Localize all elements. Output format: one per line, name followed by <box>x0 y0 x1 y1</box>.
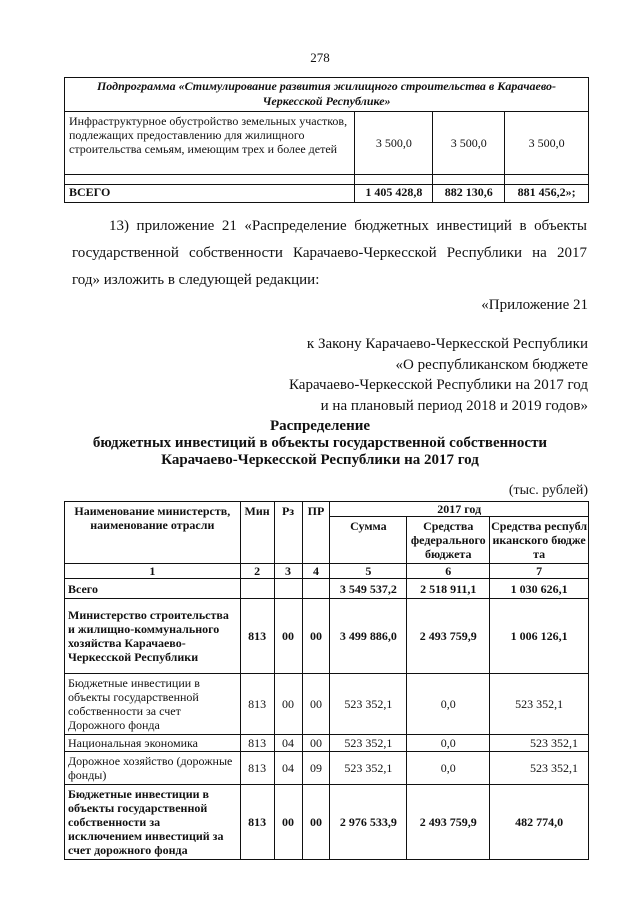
table-row <box>65 579 589 599</box>
row-pr <box>302 579 330 599</box>
investment-table <box>64 501 589 860</box>
row-rz: 04 <box>274 735 302 752</box>
paragraph-line: год» изложить в следующей редакции: <box>72 272 320 288</box>
page-number: 278 <box>310 50 330 65</box>
law-reference <box>289 334 588 416</box>
row-name: Бюджетные инвестиции в объекты государственной собственности за исключением инвестиций за счет дорожного фонда <box>65 785 241 860</box>
row-value-2: 3 500,0 <box>433 112 505 175</box>
table-row <box>65 674 589 735</box>
total-value-3: 881 456,2»; <box>505 185 589 203</box>
row-sum: 3 549 537,2 <box>330 579 407 599</box>
header-pr: ПР <box>302 502 330 564</box>
col-number: 7 <box>490 564 589 579</box>
title-line: Карачаево-Черкесской Республики на 2017 год <box>161 452 479 468</box>
row-federal: 2 493 759,9 <box>407 599 490 674</box>
row-rz: 00 <box>274 599 302 674</box>
col-number: 6 <box>407 564 490 579</box>
subprogram-title: Подпрограмма «Стимулирование развития жилищного строительства в Карачаево-Черкесской Республике» <box>65 78 589 112</box>
unit-label: (тыс. рублей) <box>508 483 588 498</box>
header-min: Мин <box>240 502 274 564</box>
row-sum: 523 352,1 <box>330 674 407 735</box>
row-federal: 0,0 <box>407 674 490 735</box>
row-min: 813 <box>240 785 274 860</box>
row-pr: 00 <box>302 674 330 735</box>
row-federal: 0,0 <box>407 735 490 752</box>
amendment-paragraph <box>72 213 587 294</box>
law-line: Карачаево-Черкесской Республики на 2017 год <box>289 377 588 393</box>
total-row <box>65 185 589 203</box>
row-pr: 09 <box>302 752 330 785</box>
appendix-title: «Приложение 21 <box>481 297 588 313</box>
header-republic: Средства республиканского бюджета <box>490 517 589 564</box>
row-value-1: 3 500,0 <box>355 112 433 175</box>
header-row <box>65 502 589 517</box>
subprogram-row <box>65 78 589 112</box>
row-republic: 482 774,0 <box>490 785 589 860</box>
col-number: 1 <box>65 564 241 579</box>
col-number: 5 <box>330 564 407 579</box>
row-min: 813 <box>240 735 274 752</box>
paragraph-line: государственной собственности Карачаево-Черкесской Республики на 2017 <box>72 245 587 261</box>
title-line: бюджетных инвестиций в объекты государственной собственности <box>92 435 548 451</box>
table-row <box>65 599 589 674</box>
row-rz: 00 <box>274 674 302 735</box>
row-rz: 04 <box>274 752 302 785</box>
paragraph-line: 13) приложение 21 «Распределение бюджетных инвестиций в объекты <box>109 218 587 234</box>
header-year: 2017 год <box>330 502 589 517</box>
row-name: Национальная экономика <box>65 735 241 752</box>
table-row <box>65 112 589 175</box>
row-min <box>240 579 274 599</box>
table-row <box>65 785 589 860</box>
row-name: Всего <box>65 579 241 599</box>
header-federal: Средства федерального бюджета <box>407 517 490 564</box>
column-number-row <box>65 564 589 579</box>
total-label: ВСЕГО <box>65 185 355 203</box>
row-republic: 523 352,1 <box>490 674 589 735</box>
row-republic: 1 030 626,1 <box>490 579 589 599</box>
row-pr: 00 <box>302 785 330 860</box>
law-line: «О республиканском бюджете <box>395 356 588 373</box>
row-sum: 2 976 533,9 <box>330 785 407 860</box>
document-title <box>0 418 640 469</box>
law-line: к Закону Карачаево-Черкесской Республики <box>306 336 588 352</box>
row-rz: 00 <box>274 785 302 860</box>
title-line: Распределение <box>269 418 371 434</box>
header-sum: Сумма <box>330 517 407 564</box>
row-min: 813 <box>240 752 274 785</box>
row-value-3: 3 500,0 <box>505 112 589 175</box>
row-republic: 523 352,1 <box>490 735 589 752</box>
col-number: 4 <box>302 564 330 579</box>
total-value-2: 882 130,6 <box>433 185 505 203</box>
law-line: и на плановый период 2018 и 2019 годов» <box>320 397 588 414</box>
table-row <box>65 735 589 752</box>
row-sum: 3 499 886,0 <box>330 599 407 674</box>
row-sum: 523 352,1 <box>330 752 407 785</box>
row-name: Бюджетные инвестиции в объекты государственной собственности за счет Дорожного фонда <box>65 674 241 735</box>
row-federal: 2 493 759,9 <box>407 785 490 860</box>
row-sum: 523 352,1 <box>330 735 407 752</box>
row-label: Инфраструктурное обустройство земельных участков, подлежащих предоставлению для жилищного строительства семьям, имеющим трех и более детей <box>65 112 355 175</box>
row-pr: 00 <box>302 599 330 674</box>
row-federal: 0,0 <box>407 752 490 785</box>
col-number: 2 <box>240 564 274 579</box>
row-republic: 523 352,1 <box>490 752 589 785</box>
row-republic: 1 006 126,1 <box>490 599 589 674</box>
spacer-row <box>65 175 589 185</box>
top-table <box>64 77 589 203</box>
header-rz: Рз <box>274 502 302 564</box>
total-value-1: 1 405 428,8 <box>355 185 433 203</box>
row-federal: 2 518 911,1 <box>407 579 490 599</box>
row-name: Дорожное хозяйство (дорожные фонды) <box>65 752 241 785</box>
header-name: Наименование министерств, наименование отрасли <box>65 502 241 564</box>
col-number: 3 <box>274 564 302 579</box>
row-min: 813 <box>240 599 274 674</box>
row-rz <box>274 579 302 599</box>
row-name: Министерство строительства и жилищно-коммунального хозяйства Карачаево-Черкесской Республики <box>65 599 241 674</box>
row-min: 813 <box>240 674 274 735</box>
table-row <box>65 752 589 785</box>
row-pr: 00 <box>302 735 330 752</box>
